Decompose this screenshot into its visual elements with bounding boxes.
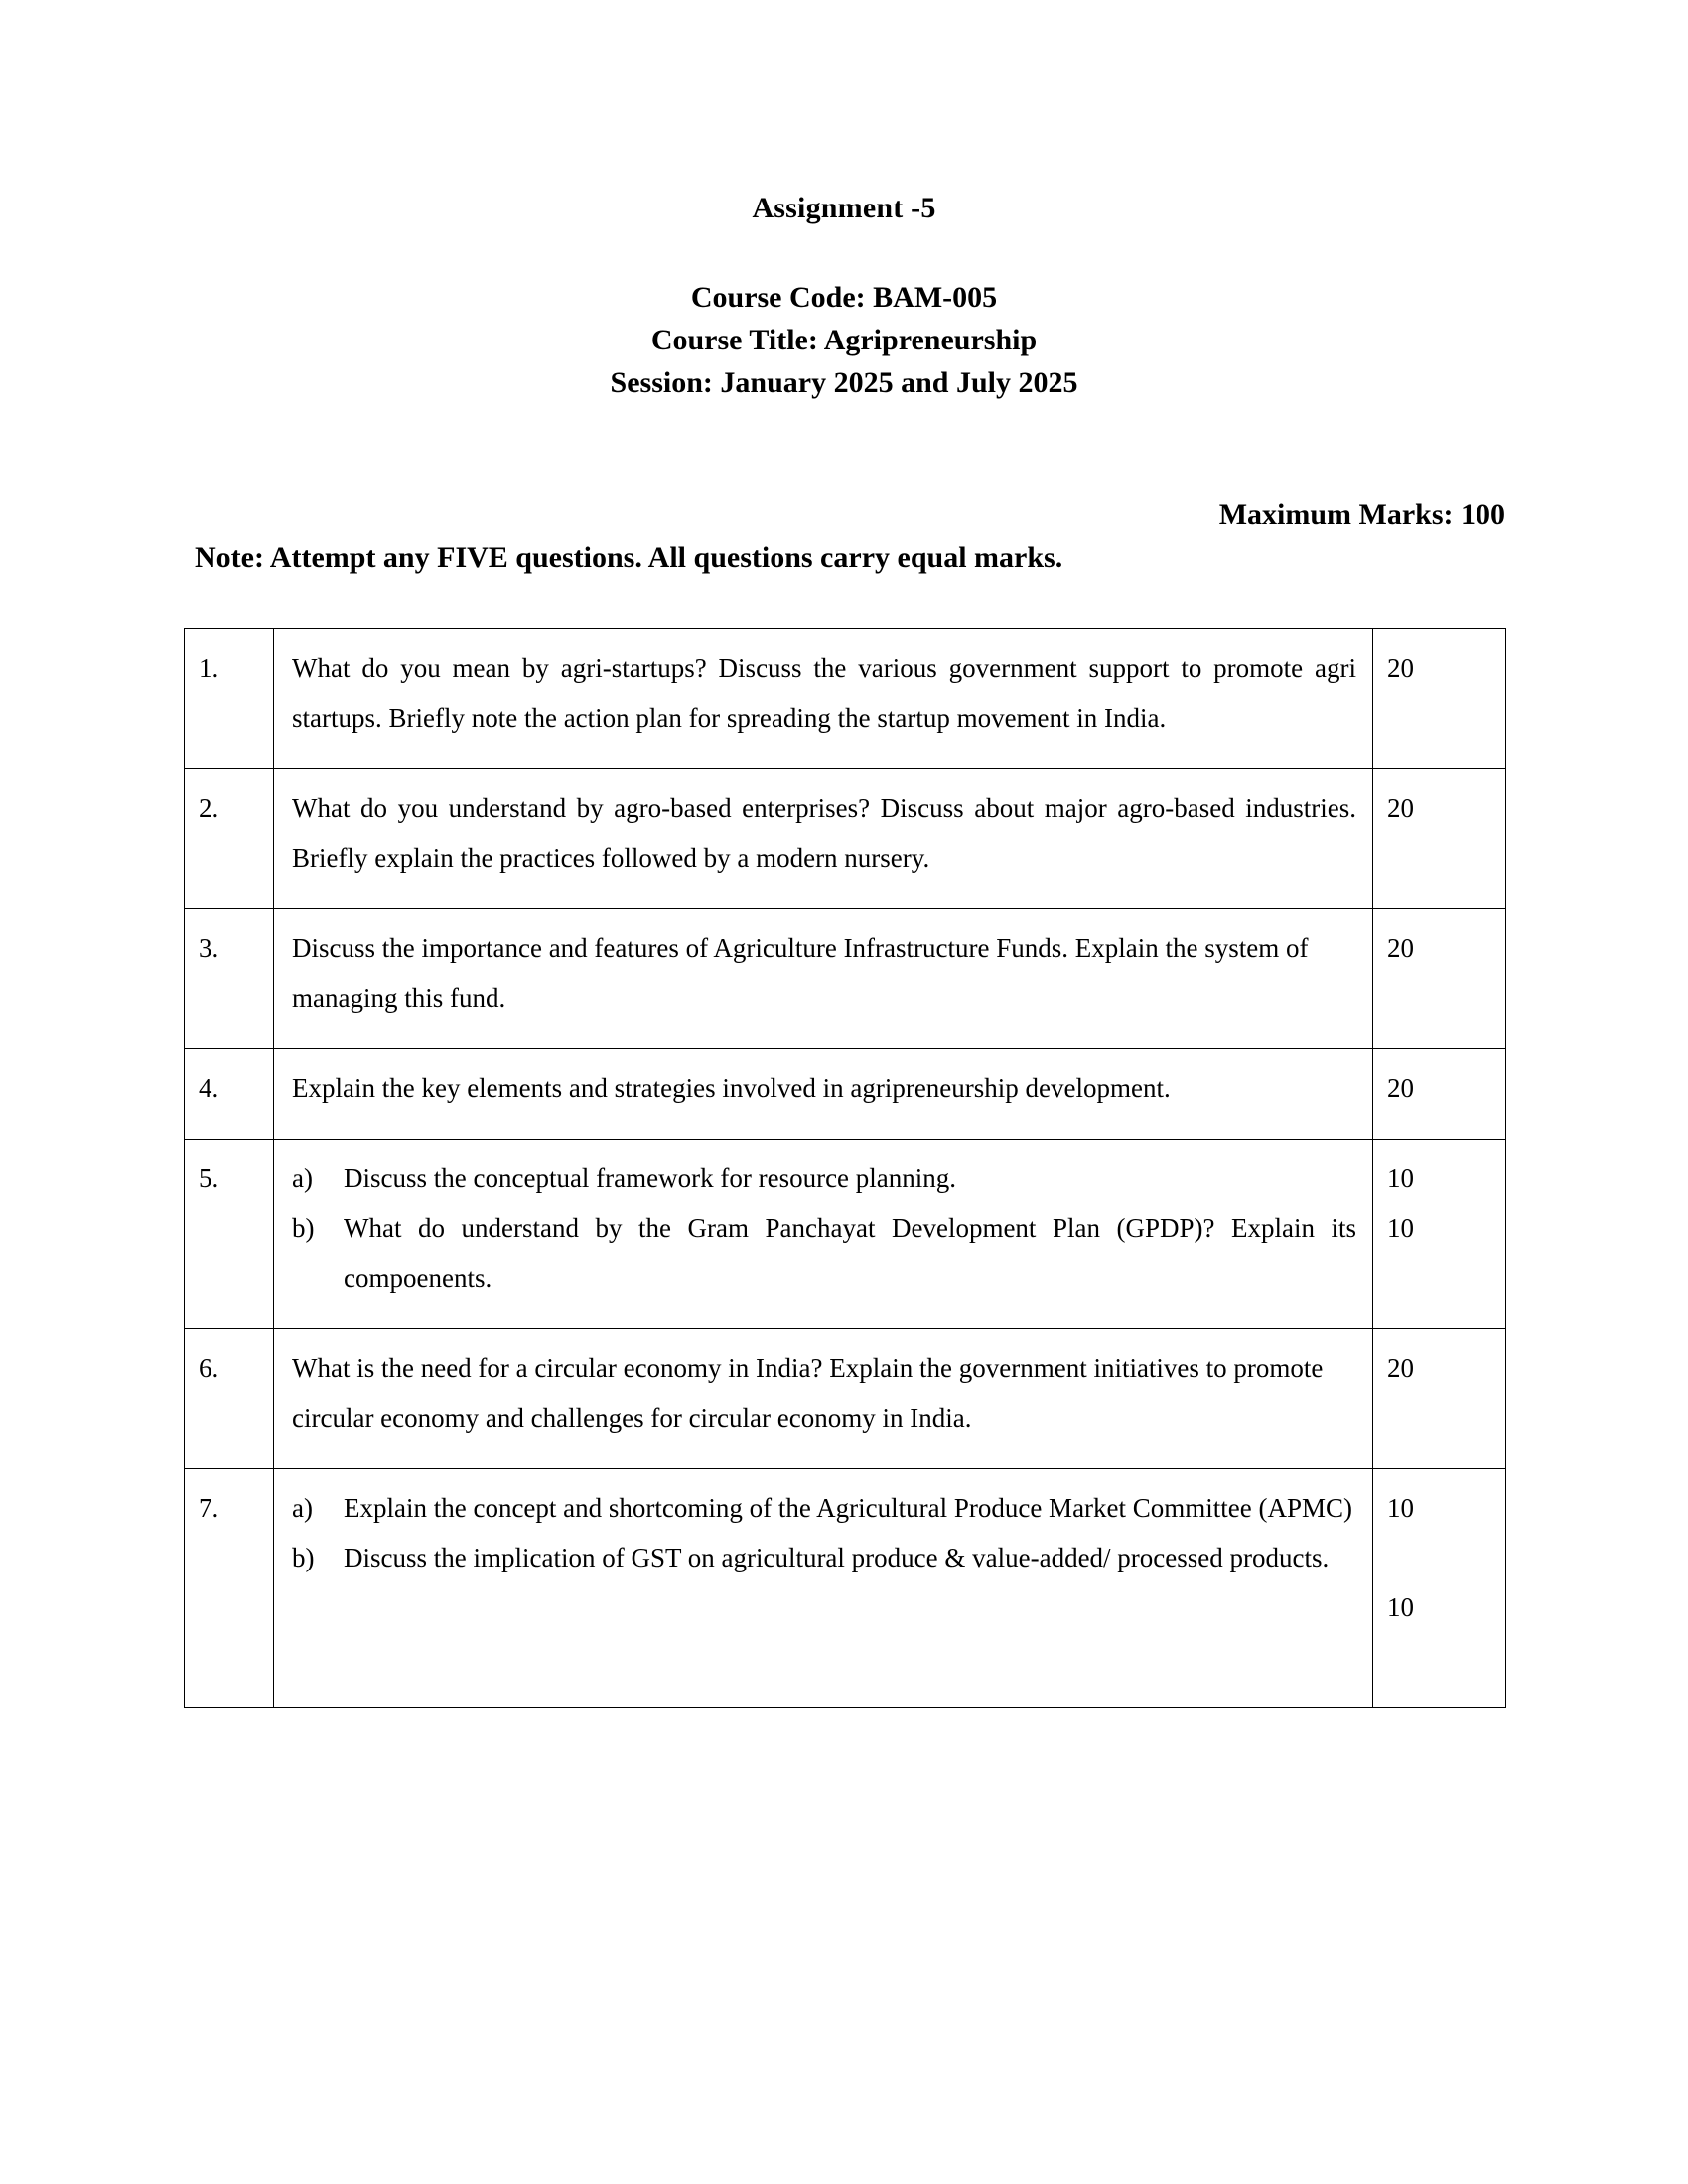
question-subitem: [292, 1154, 1356, 1203]
question-number: 6.: [199, 1353, 219, 1383]
question-subitem: [292, 1203, 1356, 1302]
question-paragraph: What is the need for a circular economy in India? Explain the government initiatives to promote circular economy and challenges for circular economy in India.: [292, 1353, 1324, 1433]
marks-value: 20: [1387, 793, 1414, 823]
page-title: Assignment -5: [752, 192, 936, 224]
question-number: 1.: [199, 653, 219, 683]
question-number-cell: [185, 629, 274, 769]
question-number-cell: [185, 1469, 274, 1708]
question-number-cell: [185, 909, 274, 1049]
marks-value: 20: [1387, 933, 1414, 963]
table-row: [185, 629, 1506, 769]
table-row: [185, 909, 1506, 1049]
question-text-cell: [274, 769, 1373, 909]
question-text: [274, 629, 1372, 768]
table-row: [185, 1469, 1506, 1708]
marks-value: 10: [1387, 1213, 1414, 1243]
question-text: [274, 1469, 1372, 1608]
table-row: [185, 1049, 1506, 1140]
marks-value: 10: [1387, 1163, 1414, 1193]
subitem-text: Explain the concept and shortcoming of the Agricultural Produce Market Committee (APMC): [344, 1493, 1353, 1523]
question-text: [274, 1140, 1372, 1328]
questions-table: [184, 628, 1506, 1708]
questions-table-body: [185, 629, 1506, 1708]
course-title: Course Title: Agripreneurship: [650, 324, 1038, 356]
question-text: [274, 909, 1372, 1048]
question-number: 7.: [199, 1493, 219, 1523]
subitem-marker: a): [292, 1493, 313, 1523]
marks-value-group: [1373, 1469, 1505, 1707]
subitem-text: Discuss the conceptual framework for resource planning.: [344, 1163, 957, 1193]
subitem-marker: b): [292, 1213, 315, 1243]
question-paragraph: Explain the key elements and strategies involved in agripreneurship development.: [292, 1073, 1171, 1103]
marks-value-group: [1373, 1140, 1505, 1328]
question-paragraph: What do you mean by agri-startups? Discuss the various government support to promote agri startups. Briefly note the action plan for spreading the startup movement in India.: [292, 653, 1356, 733]
marks-cell: [1373, 769, 1506, 909]
session: Session: January 2025 and July 2025: [610, 366, 1078, 399]
marks-cell: [1373, 909, 1506, 1049]
course-info-block: [0, 276, 1688, 404]
subitem-text: Discuss the implication of GST on agricultural produce & value-added/ processed products.: [344, 1543, 1330, 1572]
marks-value-group: [1373, 629, 1505, 719]
question-paragraph: Discuss the importance and features of Agriculture Infrastructure Funds. Explain the system of managing this fund.: [292, 933, 1309, 1013]
question-text: [274, 769, 1372, 908]
question-number: 2.: [199, 793, 219, 823]
question-number-cell: [185, 769, 274, 909]
question-number: 5.: [199, 1163, 219, 1193]
marks-cell: [1373, 1469, 1506, 1708]
question-text-cell: [274, 1329, 1373, 1469]
table-row: [185, 769, 1506, 909]
question-text-cell: [274, 909, 1373, 1049]
question-number: 3.: [199, 933, 219, 963]
maximum-marks: Maximum Marks: 100: [1218, 498, 1505, 531]
marks-value: 10: [1387, 1493, 1414, 1523]
marks-cell: [1373, 1049, 1506, 1140]
subitem-marker: a): [292, 1163, 313, 1193]
table-row: [185, 1329, 1506, 1469]
marks-cell: [1373, 1140, 1506, 1329]
table-row: [185, 1140, 1506, 1329]
question-number-cell: [185, 1049, 274, 1140]
marks-value-group: [1373, 769, 1505, 859]
question-text: [274, 1049, 1372, 1139]
question-text-cell: [274, 1049, 1373, 1140]
question-text-cell: [274, 1469, 1373, 1708]
question-subitem: [292, 1533, 1356, 1582]
question-text-cell: [274, 1140, 1373, 1329]
marks-value-group: [1373, 1329, 1505, 1419]
marks-cell: [1373, 629, 1506, 769]
marks-value: 20: [1387, 1353, 1414, 1383]
marks-value: 20: [1387, 1073, 1414, 1103]
instructions-note: Note: Attempt any FIVE questions. All questions carry equal marks.: [195, 541, 1063, 574]
subitem-text: What do understand by the Gram Panchayat Development Plan (GPDP)? Explain its compoenents.: [344, 1213, 1356, 1293]
question-number: 4.: [199, 1073, 219, 1103]
question-text: [274, 1329, 1372, 1468]
marks-value-group: [1373, 1049, 1505, 1139]
marks-value-group: [1373, 909, 1505, 999]
marks-value: 10: [1387, 1592, 1414, 1622]
question-subitem: [292, 1483, 1356, 1533]
marks-cell: [1373, 1329, 1506, 1469]
question-text-cell: [274, 629, 1373, 769]
question-paragraph: What do you understand by agro-based enterprises? Discuss about major agro-based industries. Briefly explain the practices followed by a modern nursery.: [292, 793, 1356, 873]
question-number-cell: [185, 1140, 274, 1329]
subitem-marker: b): [292, 1543, 315, 1572]
marks-value: 20: [1387, 653, 1414, 683]
course-code: Course Code: BAM-005: [690, 281, 998, 314]
question-number-cell: [185, 1329, 274, 1469]
